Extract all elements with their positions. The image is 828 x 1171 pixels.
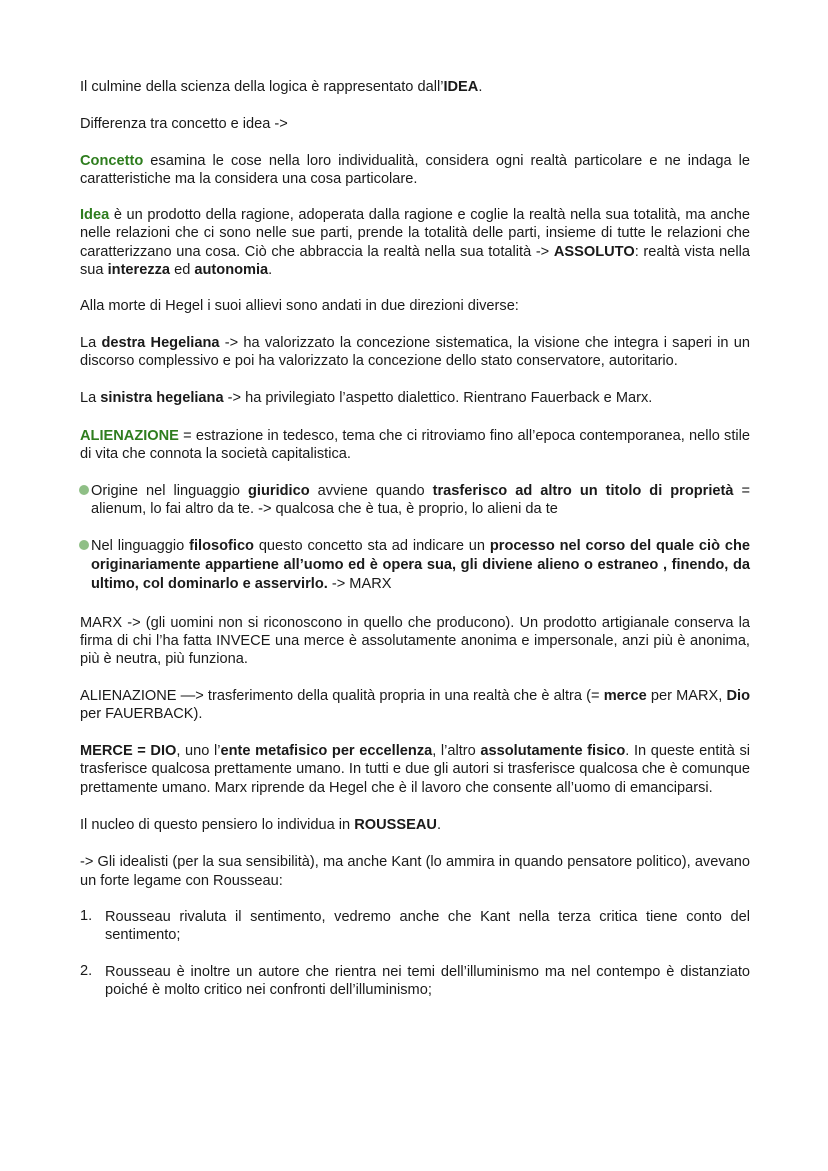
green-term: ALIENAZIONE — [80, 427, 179, 444]
bold-term: Dio — [726, 687, 750, 704]
text: : realtà vista nella sua — [80, 243, 750, 279]
bullet-item — [80, 482, 750, 519]
bold-term: giuridico — [248, 483, 310, 500]
text: . In queste entità si trasferisce qualcosa prettamente umano. In tutti e due gli autori si trasferisce qualcosa che è comunque prettamente umano. Marx riprende da Hegel che è il lavoro che consente all’uomo di emanciparsi. — [80, 743, 750, 796]
bold-term: destra Hegeliana — [101, 334, 220, 351]
bullet-item — [80, 537, 750, 595]
paragraph-idea-intro — [80, 78, 750, 96]
bullet-text — [91, 482, 750, 519]
paragraph-rousseau — [80, 816, 750, 834]
text: questo concetto sta ad indicare un — [253, 537, 490, 554]
bold-term: interezza — [107, 262, 171, 279]
item-text: Rousseau è inoltre un autore che rientra nei temi dell’illuminismo ma nel contempo è distanziato poiché è molto critico nei confronti dell’illuminismo; — [105, 963, 750, 998]
text: Il culmine della scienza della logica è rappresentato dall’ — [80, 79, 444, 95]
numbered-item — [80, 908, 750, 945]
bold-term: ASSOLUTO — [553, 243, 635, 260]
text: , l’altro — [432, 743, 481, 760]
text: La — [80, 334, 102, 351]
text: Il nucleo di questo pensiero lo individua in — [80, 817, 355, 834]
document-page — [80, 78, 750, 999]
bold-term: trasferisco ad altro un titolo di proprietà — [432, 483, 734, 500]
bullet-dot-icon — [79, 540, 89, 550]
item-text: Rousseau rivaluta il sentimento, vedremo anche che Kant nella terza critica tiene conto del sentimento; — [105, 908, 750, 944]
paragraph-concetto — [80, 152, 750, 189]
paragraph-hegel-death: Alla morte di Hegel i suoi allievi sono andati in due direzioni diverse: — [80, 298, 519, 315]
bullet-dot-icon — [79, 485, 89, 495]
text: Origine nel linguaggio — [91, 483, 249, 500]
green-term: Concetto — [80, 152, 144, 169]
text: avviene quando — [309, 483, 433, 500]
text: . — [268, 262, 273, 279]
text: ALIENAZIONE —> trasferimento della qualità propria in una realtà che è altra (= — [80, 687, 604, 704]
text: per MARX, — [646, 687, 727, 704]
paragraph-idealisti: -> Gli idealisti (per la sua sensibilità), ma anche Kant (lo ammira in quando pensatore politico), avevano un forte legame con Rousseau: — [80, 854, 750, 889]
bold-term: IDEA — [443, 79, 479, 95]
bold-term: sinistra hegeliana — [100, 390, 224, 407]
text: = estrazione in tedesco, tema che ci ritroviamo fino all’epoca contemporanea, nello stile di vita che connota la società capitalistica. — [80, 427, 750, 462]
paragraph-difference: Differenza tra concetto e idea -> — [80, 116, 288, 133]
text: per FAUERBACK). — [80, 705, 203, 722]
text: = alienum, lo fai altro da te. -> qualcosa che è tua, è proprio, lo alieni da te — [91, 483, 750, 518]
bold-term: assolutamente fisico — [480, 743, 626, 760]
paragraph-alienazione-trasferimento — [80, 687, 750, 724]
paragraph-alienazione — [80, 427, 750, 464]
text: è un prodotto della ragione, adoperata dalla ragione e coglie la realtà nella sua totalità, ma anche nelle relazioni che ci sono nelle sue parti, prende la totalità delle parti, insieme di tutte le relazioni che caratterizzano una cosa. Ciò che abbraccia la realtà nella sua totalità -> — [80, 207, 750, 260]
text: Nel linguaggio — [91, 537, 190, 554]
text: . — [478, 79, 483, 95]
text: La — [80, 390, 101, 407]
paragraph-merce-dio — [80, 742, 750, 797]
item-number: 2. — [80, 962, 93, 979]
bold-term: processo nel corso del quale ciò che originariamente appartiene all’uomo ed è opera sua, gli diviene alieno o estraneo , finendo, da ultimo, col dominarlo e asservirlo. — [91, 537, 750, 593]
text: . — [436, 817, 441, 834]
paragraph-marx: MARX -> (gli uomini non si riconoscono in quello che producono). Un prodotto artigianale conserva la firma di chi l’ha fatta INVECE una merce è assolutamente anonima e impersonale, anzi più è anonima, più è neutra, più funziona. — [80, 614, 750, 668]
text: ed — [170, 262, 195, 279]
bold-term: ROUSSEAU — [354, 817, 437, 834]
bold-term: autonomia — [194, 262, 269, 279]
item-number: 1. — [80, 907, 93, 924]
bold-term: ente metafisico per eccellenza — [220, 743, 433, 760]
bold-term: filosofico — [189, 537, 254, 554]
bold-term: MERCE = DIO — [80, 743, 177, 760]
text: , uno l’ — [176, 743, 221, 760]
text: -> ha privilegiato l’aspetto dialettico. Rientrano Fauerback e Marx. — [223, 390, 653, 407]
text: -> MARX — [327, 576, 392, 593]
green-term: Idea — [80, 207, 110, 224]
paragraph-idea — [80, 206, 750, 279]
bold-term: merce — [603, 687, 647, 704]
paragraph-sinistra — [80, 389, 750, 407]
text: -> ha valorizzato la concezione sistematica, la visione che integra i saperi in un discorso complessivo e poi ha valorizzato la concezione dello stato conservatore, autoritario. — [80, 334, 750, 369]
numbered-item — [80, 963, 750, 1000]
text: esamina le cose nella loro individualità, considera ogni realtà particolare e ne indaga le caratteristiche ma la considera una cosa particolare. — [80, 152, 750, 187]
bullet-text — [91, 537, 750, 595]
paragraph-destra — [80, 334, 750, 371]
